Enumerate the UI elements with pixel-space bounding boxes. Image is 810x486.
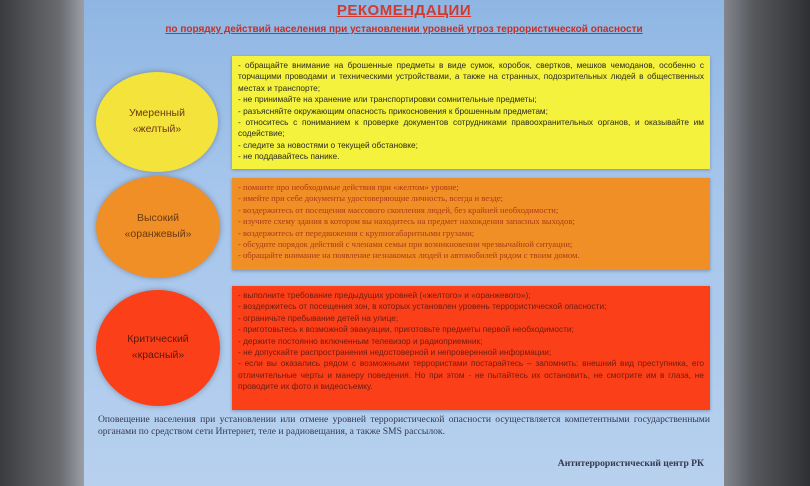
level-orange-item: - имейте при себе документы удостоверяющие личность, всегда и везде; bbox=[238, 193, 504, 204]
level-red-item: - приготовьтесь к возможной эвакуации, приготовьте предметы первой необходимости; bbox=[238, 324, 574, 335]
level-orange-item: - обсудите порядок действий с членами семьи при возникновении чрезвычайной ситуации; bbox=[238, 239, 573, 250]
level-red-item: - выполните требование предыдущих уровней («желтого» и «оранжевого»); bbox=[238, 290, 531, 300]
level-red-color: «красный» bbox=[131, 349, 185, 361]
level-yellow-item: - разъясняйте окружающим опасность прикосновения к брошенным предметам; bbox=[238, 105, 548, 116]
poster-title: РЕКОМЕНДАЦИИ bbox=[336, 2, 472, 19]
level-red-item: - не допускайте распространения недостоверной и непроверенной информации; bbox=[238, 347, 552, 358]
screen-left-edge bbox=[0, 0, 86, 486]
level-red-circle bbox=[96, 290, 220, 406]
level-orange-item: - обращайте внимание на появление незнакомых людей и автомобилей рядом с твоим домом. bbox=[238, 250, 580, 261]
level-red-item: - держите постоянно включенным телевизор и радиоприемник; bbox=[238, 335, 483, 346]
level-yellow-item: - следите за новостями о текущей обстановке; bbox=[238, 139, 418, 150]
level-red-box bbox=[232, 286, 710, 410]
level-orange-item: - воздержитесь от посещения массового скопления людей, без крайней необходимости; bbox=[238, 204, 559, 215]
poster bbox=[84, 0, 724, 486]
level-red-item: - воздержитесь от посещения зон, в которых установлен уровень террористической опасности; bbox=[238, 301, 607, 312]
poster-subtitle: по порядку действий населения при установлении уровней угроз террористической опасности bbox=[165, 24, 643, 35]
footer-note: Оповещение населения при установлении или отмене уровней террористической опасности осуществляется компетентными государственными органами по средством сети Интернет, теле и радиовещания, а также SMS рассылок. bbox=[98, 414, 710, 437]
level-yellow-circle bbox=[96, 72, 218, 172]
level-yellow-item: - обращайте внимание на брошенные предметы в виде сумок, коробок, свертков, мешков чемоданов, особенно с торчащими проводами и техническими устройствами, а также на странных, подозрительных людей в общественных местах и транспорте; bbox=[238, 60, 704, 93]
organization-name: Антитеррористический центр РК bbox=[557, 458, 704, 469]
level-red-item: - ограничьте пребывание детей на улице; bbox=[238, 312, 399, 323]
level-orange-item: - воздержитесь от передвижения с крупногабаритными грузами; bbox=[238, 227, 475, 238]
level-yellow-item: - не поддавайтесь панике. bbox=[238, 151, 340, 162]
level-orange-box bbox=[232, 178, 710, 270]
level-orange-name: Высокий bbox=[136, 212, 180, 225]
level-red-item: - если вы оказались рядом с возможными террористами постарайтесь – запомнить: внешний вид преступника, его отличительные черты и манеру поведения. Но при этом - не пытайтесь их остановить, не смотрите им в глаза, не проводите их фото и видеосъемку. bbox=[238, 358, 704, 392]
level-orange-circle bbox=[96, 176, 220, 278]
level-red-name: Критический bbox=[127, 333, 189, 346]
level-orange-item: - помните про необходимые действия при «желтом» уровне; bbox=[238, 182, 459, 192]
level-yellow-color: «желтый» bbox=[132, 123, 182, 135]
level-orange-item: - изучите схему здания в котором вы находитесь на предмет нахождения запасных выходов; bbox=[238, 216, 575, 227]
level-orange-color: «оранжевый» bbox=[124, 228, 192, 240]
screen-right-edge bbox=[718, 0, 810, 486]
level-yellow-item: - не принимайте на хранение или транспортировки сомнительные предметы; bbox=[238, 94, 537, 105]
level-yellow-name: Умеренный bbox=[129, 107, 185, 120]
level-yellow-item: - относитесь с пониманием к проверке документов сотрудниками правоохранительных органов, и оказывайте им содействие; bbox=[238, 117, 704, 139]
level-yellow-box bbox=[232, 56, 710, 169]
